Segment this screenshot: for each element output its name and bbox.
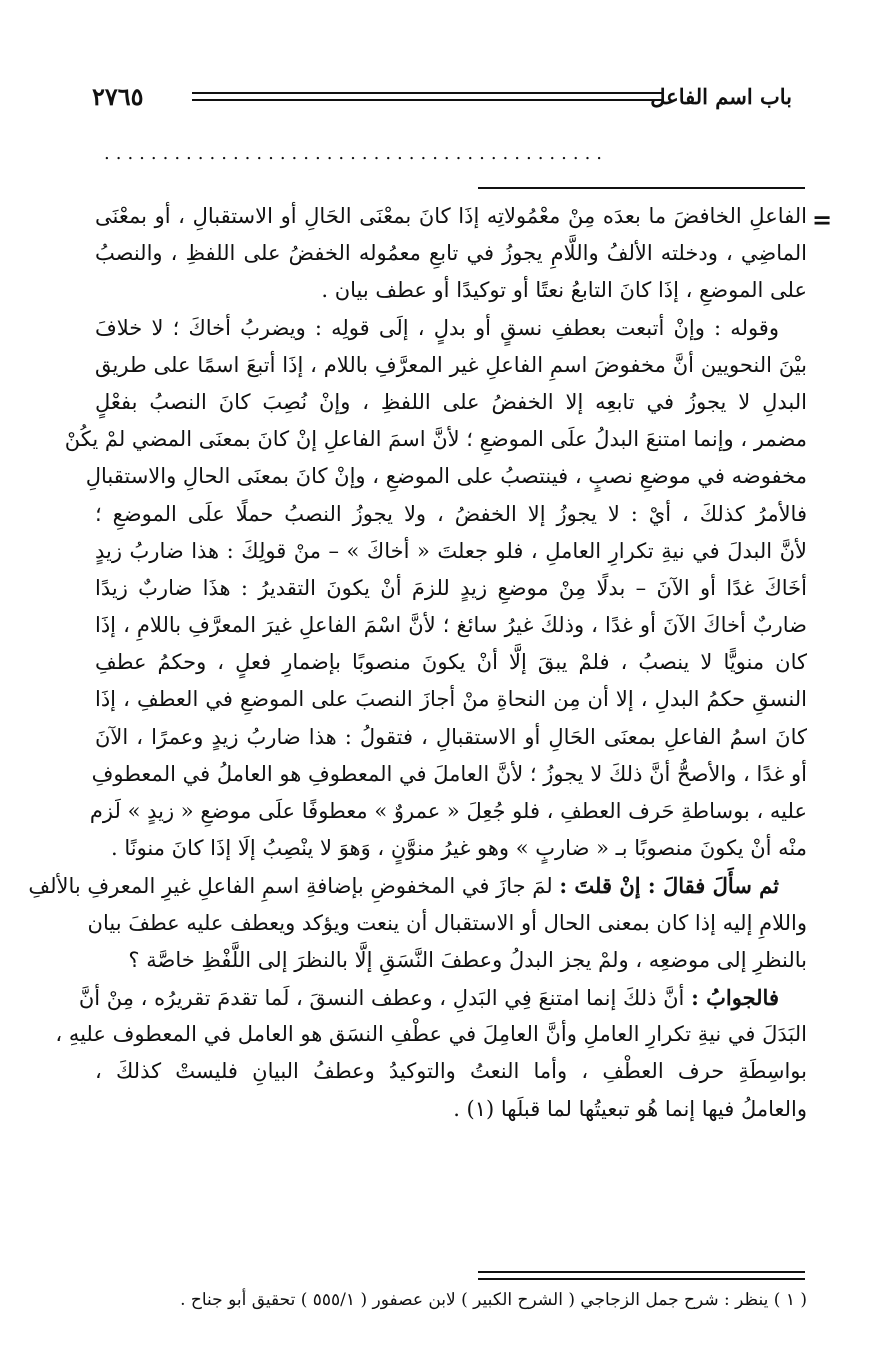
text-line: على الموضعِ ، إذَا كانَ التابعُ نعتًا أو توكيدًا أو عطف بيان . [321,278,807,303]
text-line: عليه ، بوساطةِ حَرف العطفِ ، فلو جُعِلَ « عمروٌ » معطوفًا علَى موضعِ « زيدٍ » لَزم [89,799,807,823]
continuation-mark: = [812,205,833,234]
chapter-title: باب اسم الفاعل [650,84,792,109]
text-line: وقوله : وإنْ أتبعت بعطفِ نسقٍ أو بدلٍ ، إلَى قولِه : ويضربُ أخاكَ ؛ لا خلافَ [95,315,779,340]
text-line: ضاربٌ أخاكَ الآنَ أو غدًا ، وذلكَ غيرُ سائغ ؛ لأنَّ اسْمَ الفاعلِ غيرَ المعرَّفِ باللامِ ، إذَا [95,613,807,638]
text-line: والعاملُ فيها إنما هُو تبعيتُها لما قبلَها (١) . [453,1096,807,1121]
text-line: الفاعلِ الخافضَ ما بعدَه مِنْ معْمُولاتِه إذَا كانَ بمعْنَى الحَالِ أو الاستقبالِ ، أو بمعْنَى [95,204,807,228]
answer-lead: فالجوابُ : [691,984,779,1010]
text-line: البدلِ لا يجوزُ في تابعِه إلا الخفضُ على اللفظِ ، وإنْ نُصِبَ كانَ النصبُ بفعْلٍ [95,389,807,414]
text-line [28,867,807,904]
text-line [78,979,807,1016]
text-line: أو غدًا ، والأصحُّ أنَّ ذلكَ لا يجوزُ ؛ لأنَّ العاملَ في المعطوفِ هو العاملُ في المعطوفِ [91,761,807,786]
text-line-rest: لمَ جازَ في المخفوضِ بإضافةِ اسمِ الفاعلِ غيرِ المعرفِ بالألفِ [28,874,560,899]
footnote: ( ١ ) ينظر : شرح جمل الزجاجي ( الشرح الكبير ) لابن عصفور ( ٥٥٥/١ ) تحقيق أبو جناح . [180,1290,807,1310]
question-lead: ثم سأَلَ فقالَ : إنْ قلتَ : [559,873,779,899]
text-line: كان منويًّا لا ينصبُ ، فلمْ يبقَ إلَّا أنْ يكونَ منصوبًا بإضمارِ فعلٍ ، وحكمُ عطفِ [95,650,807,675]
text-line: منْه أنْ يكونَ منصوبًا بـ « ضاربٍ » وهو غيرُ منوَّنٍ ، وَهوَ لا ينْصِبُ إلَا إذَا كانَ منونًا . [110,836,807,861]
text-line: البَدَلَ في نيةِ تكرارِ العاملِ وأنَّ العامِلَ في عطْفِ النسَق هو العامل في المعطوف عليهِ ، [55,1022,807,1047]
text-line: بالنظرِ إلى موضعِه ، ولمْ يجز البدلُ وعطفَ النَّسَقِ إلَّا بالنظرَ إلى اللَّفْظِ خاصَّة ؟ [128,947,807,972]
page-number: ٢٧٦٥ [92,82,144,111]
text-line: الماضِي ، ودخلته الألفُ واللَّامِ يجوزُ في تابعِ معمُوله الخفضُ على اللفظِ ، والنصبُ [95,241,807,266]
footnote-double-rule [478,1271,805,1280]
text-line: لأنَّ البدلَ في نيةِ تكرارِ العاملِ ، فلو جعلتَ « أخاكَ » – منْ قولِكَ : هذا ضاربُ زيدٍ [95,538,807,563]
text-line: واللامِ إليه إذا كان بمعنى الحال أو الاستقبال أن ينعت ويؤكد ويعطف عليه عطفَ بيان [87,910,807,935]
text-line: مضمر ، وإنما امتنعَ البدلُ علَى الموضعِ ؛ لأنَّ اسمَ الفاعلِ إنْ كانَ بمعنَى المضي لمْ يكُنْ [64,427,807,452]
text-line: أخَاكَ غدًا أو الآنَ – بدلًا مِنْ موضعِ زيدٍ للزمَ أنْ يكونَ التقديرُ : هذَا ضاربٌ زيدًا [95,575,807,600]
text-line-rest: أنَّ ذلكَ إنما امتنعَ فِي البَدلِ ، وعطف النسقَ ، لَما تقدمَ تقريرُه ، مِنْ أنَّ [78,985,692,1010]
text-line: بواسِطَةِ حرف العطْفِ ، وأما النعتُ والتوكيدُ وعطفُ البيانِ فليستْ كذلكَ ، [95,1059,807,1084]
short-rule [478,187,805,189]
text-line: النسقِ حكمُ البدلِ ، إلا أن مِن النحاةِ منْ أجازَ النصبَ على الموضعِ في العطفِ ، إذَا [95,687,807,712]
text-line: كانَ اسمُ الفاعلِ بمعنَى الحَالِ أو الاستقبالِ ، فتقولُ : هذا ضاربُ زيدٍ وعمرًا ، الآنَ [95,724,807,749]
text-line: فالأمرُ كذلكَ ، أيْ : لا يجوزُ إلا الخفضُ ، ولا يجوزُ النصبُ حملًا علَى الموضعِ ؛ [95,501,807,526]
page-header [92,78,792,118]
header-double-rule [192,92,664,101]
text-line: بيْنَ النحويين أنَّ مخفوضَ اسمِ الفاعلِ غير المعرَّفِ باللام ، إذَا أتبعَ اسمًا على طريق [95,352,807,377]
body-text [28,198,807,1128]
text-line: مخفوضه في موضعِ نصبٍ ، فينتصبُ على الموضعِ ، وإنْ كانَ بمعنَى الحالِ والاستقبالِ [85,464,807,489]
separator-dots: ........................................... [104,143,609,164]
